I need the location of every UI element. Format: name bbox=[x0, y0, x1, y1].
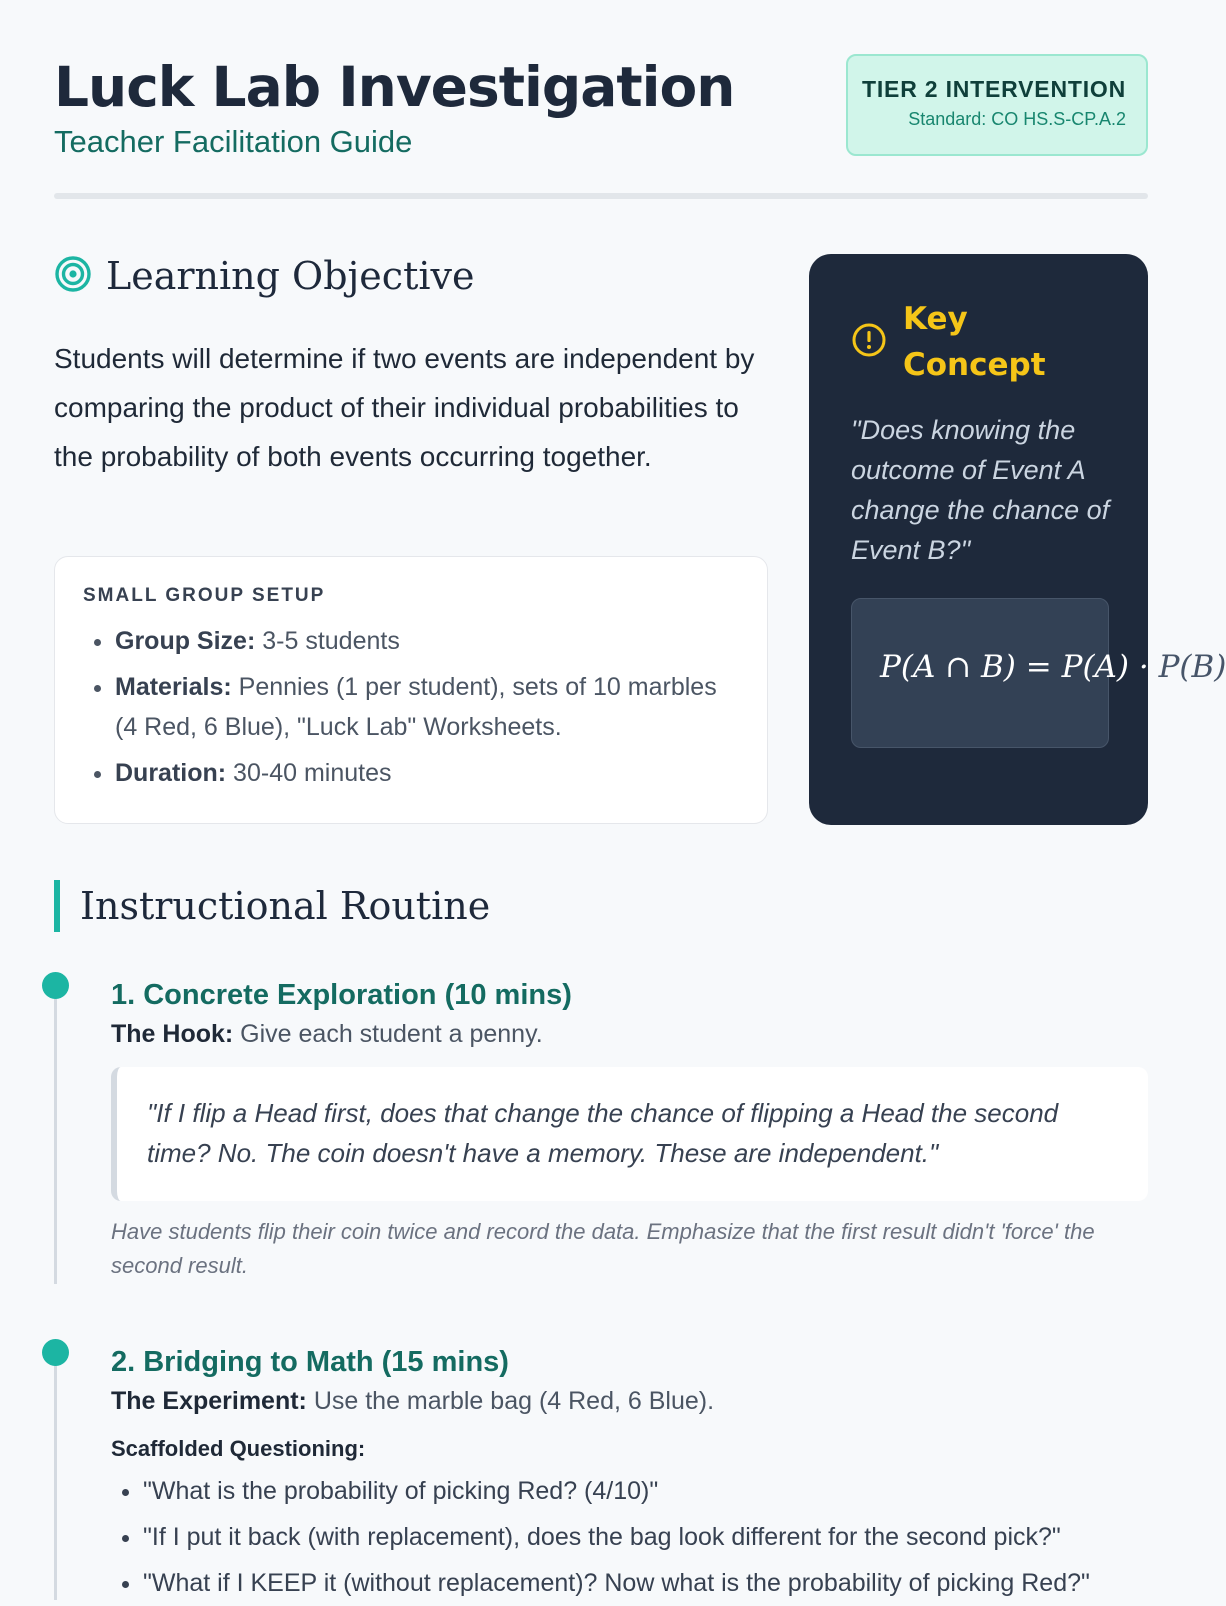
target-icon bbox=[54, 255, 92, 298]
objective-heading bbox=[54, 254, 474, 298]
routine-heading bbox=[54, 880, 490, 932]
page-title: Luck Lab Investigation bbox=[54, 55, 735, 119]
setup-item-materials: • Materials: Pennies (1 per student), sets of 10 marbles (4 Red, 6 Blue), "Luck Lab" Worksheets. bbox=[115, 667, 741, 747]
key-concept-header bbox=[851, 296, 1148, 388]
alert-circle-icon bbox=[851, 322, 887, 363]
question-item: • "What is the probability of picking Red? (4/10)" bbox=[143, 1468, 1148, 1514]
timeline-dot bbox=[42, 1339, 69, 1366]
scaffolded-questioning-label: Scaffolded Questioning: bbox=[111, 1436, 366, 1461]
timeline-line bbox=[54, 1344, 57, 1600]
key-concept-quote: "Does knowing the outcome of Event A change the chance of Event B?" bbox=[851, 415, 1110, 565]
independence-formula: P(A ∩ B) = P(A) · P(B) bbox=[880, 649, 1226, 685]
key-concept-title: Key Concept bbox=[903, 301, 1046, 383]
objective-text: Students will determine if two events are independent by comparing the product of their individual probabilities to the probability of both events occurring together. bbox=[54, 343, 755, 472]
step-lead: The Experiment: Use the marble bag (4 Red, 6 Blue). bbox=[111, 1387, 715, 1415]
timeline-dot bbox=[42, 972, 69, 999]
step-lead: The Hook: Give each student a penny. bbox=[111, 1020, 543, 1048]
setup-heading: SMALL GROUP SETUP bbox=[83, 585, 326, 606]
step-note: Have students flip their coin twice and record the data. Emphasize that the first result didn't 'force' the second result. bbox=[111, 1219, 1095, 1278]
routine-step-1 bbox=[111, 976, 1148, 1283]
tier-badge bbox=[846, 54, 1148, 156]
setup-item-group-size: • Group Size: 3-5 students bbox=[115, 621, 741, 661]
routine-step-2 bbox=[111, 1343, 1148, 1606]
page-header bbox=[54, 52, 1148, 160]
key-concept-card bbox=[809, 254, 1226, 825]
tier-label: TIER 2 INTERVENTION bbox=[862, 76, 1126, 102]
standard-label: Standard: CO HS.S-CP.A.2 bbox=[908, 109, 1126, 129]
small-group-setup-card bbox=[54, 556, 768, 824]
routine-title: Instructional Routine bbox=[80, 884, 491, 928]
page-subtitle: Teacher Facilitation Guide bbox=[54, 124, 413, 159]
header-divider bbox=[54, 193, 1148, 199]
setup-item-duration: • Duration: 30-40 minutes bbox=[115, 753, 741, 793]
formula-box bbox=[851, 598, 1226, 748]
question-list bbox=[111, 1468, 1148, 1606]
teacher-script-quote: "If I flip a Head first, does that change the chance of flipping a Head the second time? No. The coin doesn't have a memory. These are independent." bbox=[111, 1067, 1148, 1201]
question-item: • "If I put it back (with replacement), does the bag look different for the second pick?" bbox=[143, 1514, 1148, 1560]
question-item: • "What if I KEEP it (without replacement)? Now what is the probability of picking Red?" bbox=[143, 1560, 1148, 1606]
step-title: 2. Bridging to Math (15 mins) bbox=[111, 1346, 509, 1378]
setup-list bbox=[83, 621, 741, 793]
timeline-line bbox=[54, 984, 57, 1284]
objective-title: Learning Objective bbox=[106, 254, 475, 298]
step-title: 1. Concrete Exploration (10 mins) bbox=[111, 979, 572, 1011]
